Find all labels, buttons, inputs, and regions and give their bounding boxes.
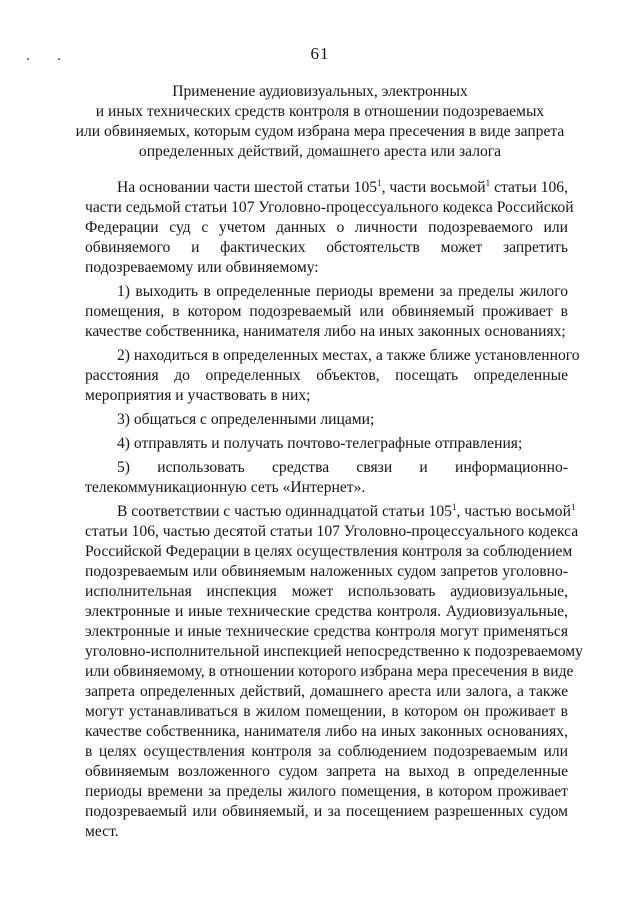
text-line: части седьмой статьи 107 Уголовно-процессуального кодекса Российской: [85, 199, 574, 216]
text-line: расстояния до определенных объектов, посещать определенные: [85, 367, 568, 384]
text-line: 1) выходить в определенные периоды времени за пределы жилого: [117, 283, 568, 300]
text-line: периоды времени за пределы жилого помещения, в котором проживает: [85, 783, 568, 800]
text-line: подозреваемому или обвиняемому:: [85, 259, 319, 276]
text-line: качестве собственника, нанимателя либо на иных законных основаниях,: [85, 723, 568, 740]
list-item-1: [85, 282, 568, 342]
page-number: 61: [310, 44, 330, 63]
text-line: телекоммуникационную сеть «Интернет».: [85, 479, 366, 496]
text-line: 2) находиться в определенных местах, а также ближе установленного: [117, 347, 580, 364]
text-line: обвиняемого и фактических обстоятельств может запретить: [85, 239, 568, 256]
footnote-superscript: 1: [377, 178, 382, 188]
paragraph-basis: [85, 178, 574, 278]
text-line: подозреваемым или обвиняемым наложенных судом запретов уголовно-: [85, 563, 568, 580]
text-line: запрета определенных действий, домашнего ареста или залога, а также: [85, 683, 568, 700]
title-line: или обвиняемых, которым судом избрана мера пресечения в виде запрета: [75, 123, 565, 140]
text-line: подозреваемый или обвиняемый, и за посещением разрешенных судом: [85, 803, 568, 820]
text-line: мест.: [85, 823, 119, 840]
text-line: исполнительная инспекция может использовать аудиовизуальные,: [85, 583, 568, 600]
list-item-2: [85, 346, 580, 406]
title-line: определенных действий, домашнего ареста или залога: [138, 143, 502, 160]
title-line: и иных технических средств контроля в отношении подозреваемых: [95, 103, 545, 120]
section-title: [60, 82, 580, 162]
text-line: электронные и иные технические средства контроля могут применяться: [85, 623, 568, 640]
text-line: 4) отправлять и получать почтово-телеграфные отправления;: [117, 435, 523, 452]
footnote-superscript: 1: [485, 178, 491, 188]
body-text: [85, 178, 583, 842]
text-line: уголовно-исполнительной инспекцией непосредственно к подозреваемому: [85, 643, 583, 660]
text-line: 5) использовать средства связи и информационно-: [117, 459, 568, 476]
text-line: На основании части шестой статьи $105^1$, части восьмой$^1$ статьи 106,: [117, 178, 568, 196]
text-line: качестве собственника, нанимателя либо на иных законных основаниях;: [85, 323, 566, 340]
text-line: в целях осуществления контроля за соблюдением подозреваемым или: [85, 743, 568, 760]
text-line: Федерации суд с учетом данных о личности подозреваемого или: [85, 219, 568, 236]
text-line: 3) общаться с определенными лицами;: [117, 411, 375, 428]
list-item-4: [85, 434, 568, 454]
paragraph-control: [85, 502, 583, 842]
list-item-3: [85, 410, 568, 430]
title-line: Применение аудиовизуальных, электронных: [172, 83, 468, 100]
text-line: Российской Федерации в целях осуществления контроля за соблюдением: [85, 543, 573, 560]
text-line: статьи 106, частью десятой статьи 107 Уголовно-процессуального кодекса: [85, 523, 579, 540]
text-line: обвиняемым возложенного судом запрета на выход в определенные: [85, 763, 568, 780]
text-line: или обвиняемому, в отношении которого избрана мера пресечения в виде: [85, 663, 574, 680]
footnote-superscript: 1: [451, 502, 457, 512]
text-line: могут устанавливаться в жилом помещении, в котором он проживает в: [85, 703, 568, 720]
list-item-5: [85, 458, 568, 498]
text-line: В соответствии с частью одиннадцатой статьи $105^1$, частью восьмой$^1$: [117, 502, 576, 520]
text-line: помещения, в котором подозреваемый или обвиняемый проживает в: [85, 303, 568, 320]
text-line: электронные и иные технические средства контроля. Аудиовизуальные,: [85, 603, 568, 620]
text-line: мероприятия и участвовать в них;: [85, 387, 311, 404]
footnote-superscript: 1: [570, 502, 576, 512]
